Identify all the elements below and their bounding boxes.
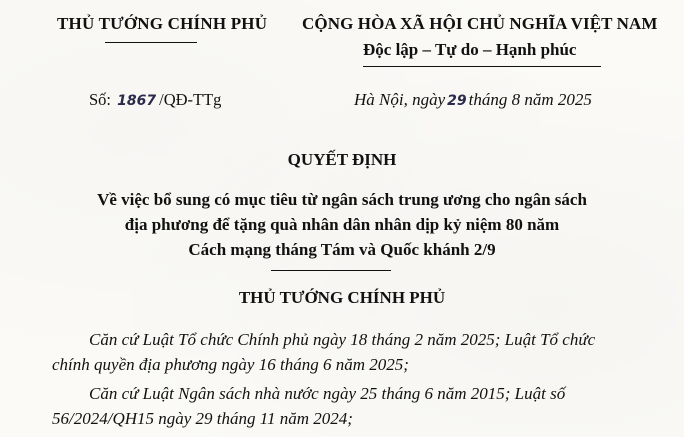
date-prefix: Hà Nội, ngày: [354, 90, 446, 109]
summary-line: Về việc bổ sung có mục tiêu từ ngân sách trung ương cho ngân sách: [97, 190, 587, 209]
document-number-prefix: Số:: [89, 90, 112, 109]
motto-underline: [363, 66, 601, 67]
document-number-handwritten: 1867: [117, 93, 157, 109]
legal-basis-line: chính quyền địa phương ngày 16 tháng 6 năm 2025;: [52, 355, 409, 374]
document-number-suffix: /QĐ-TTg: [159, 90, 222, 109]
date-suffix: tháng 8 năm 2025: [468, 90, 592, 109]
national-motto: Độc lập – Tự do – Hạnh phúc: [363, 40, 577, 59]
legal-basis-line: 56/2024/QH15 ngày 29 tháng 11 năm 2024;: [52, 409, 353, 428]
summary-line: địa phương để tặng quà nhân dân nhân dịp kỷ niệm 80 năm: [124, 215, 560, 234]
issuing-authority-heading: THỦ TƯỚNG CHÍNH PHỦ: [238, 288, 446, 307]
document-number: [89, 90, 221, 110]
legal-basis-line: Căn cứ Luật Tổ chức Chính phủ ngày 18 tháng 2 năm 2025; Luật Tổ chức: [89, 330, 596, 349]
title-divider: [271, 270, 391, 271]
summary-line: Cách mạng tháng Tám và Quốc khánh 2/9: [188, 240, 496, 259]
issuing-agency: THỦ TƯỚNG CHÍNH PHỦ: [57, 14, 268, 33]
legal-basis-line: Căn cứ Luật Ngân sách nhà nước ngày 25 tháng 6 năm 2015; Luật số: [89, 384, 566, 403]
date-line: [354, 90, 592, 110]
document-type-heading: QUYẾT ĐỊNH: [287, 150, 397, 169]
national-title: CỘNG HÒA XÃ HỘI CHỦ NGHĨA VIỆT NAM: [302, 14, 658, 33]
date-day-handwritten: 29: [447, 93, 467, 109]
agency-underline: [105, 42, 197, 43]
